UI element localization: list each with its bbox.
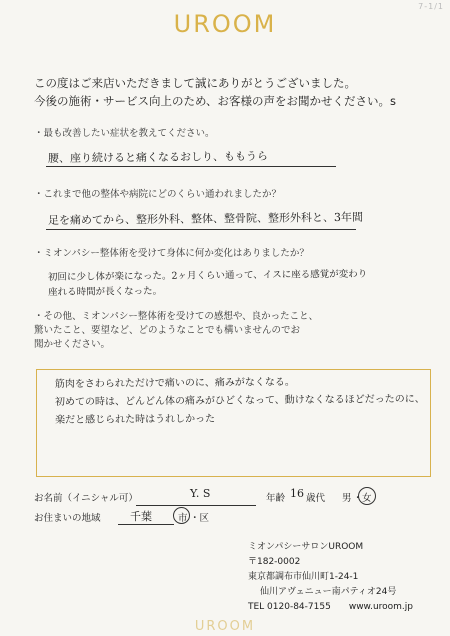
answer-line: 初回に少し体が楽になった。2ヶ月くらい通って、イスに座る感覚が変わり (47, 268, 368, 284)
name-underline (136, 505, 256, 506)
question-1-answer: 腰、座り続けると痛くなるおしり、ももうら (47, 149, 269, 165)
age-label: 年齢 (266, 493, 286, 504)
feedback-box (36, 369, 431, 477)
question-4-line: 聞かせください。 (34, 339, 111, 350)
shop-info (248, 540, 448, 615)
address-label: お住まいの地域 (34, 513, 101, 524)
question-4-line: 驚いたこと、要望など、どのようなことでも構いませんのでお (34, 325, 301, 336)
question-1-label: ・最も改善したい症状を教えてください。 (34, 128, 215, 139)
feedback-text (55, 373, 425, 430)
shop-name: ミオンパシーサロンUROOM (248, 542, 364, 552)
age-unit: 歳代 (306, 493, 326, 504)
corner-mark: 7-1/1 (418, 2, 444, 11)
bottom-logo: UROOM (194, 619, 256, 634)
shop-address-1: 東京都調布市仙川町1-24-1 (248, 572, 359, 582)
shop-contact (248, 600, 448, 615)
gender-female-circle (358, 487, 376, 505)
name-value: Y. S (190, 487, 211, 500)
answer-line: 座れる時間が長くなった。 (48, 285, 163, 298)
age-value: 16 (290, 487, 304, 500)
question-2-label: ・これまで他の整体や病院にどのくらい通われましたか？ (34, 189, 282, 200)
feedback-line: 楽だと感じられた時はうれしかった (55, 413, 216, 426)
question-3-answer (48, 266, 428, 300)
gender-separator: ・ (353, 493, 363, 504)
shop-address-2: 仙川アヴェニュー南パティオ24号 (260, 587, 397, 597)
city-marker: 市 (178, 513, 188, 524)
shop-web[interactable]: www.uroom.jp (348, 602, 414, 612)
question-4-line: ・その他、ミオンパシー整体術を受けての感想や、良かったこと、 (34, 311, 319, 322)
question-2-answer: 足を痛めてから、整形外科、整体、整骨院、整形外科と、3年間 (47, 210, 364, 227)
city-circle (173, 507, 190, 524)
feedback-line: 初めての時は、どんどん体の痛みがひどくなって、動けなくなるほどだったのに、 (54, 393, 425, 408)
gender-male: 男 (342, 493, 352, 504)
shop-tel: TEL 0120-84-7155 (248, 602, 331, 612)
logo: UROOM (173, 10, 277, 38)
address-underline (118, 524, 174, 525)
shop-postal: 〒182-0002 (248, 557, 301, 567)
address-value: 千葉 (130, 510, 152, 523)
greeting (34, 74, 434, 110)
question-3-label: ・ミオンパシー整体術を受けて身体に何か変化はありましたか？ (34, 248, 309, 259)
greeting-line-1: この度はご来店いただきまして誠にありがとうございました。 (34, 76, 356, 90)
gender-female: 女 (362, 493, 372, 504)
name-label: お名前（イニシャル可） (34, 493, 138, 504)
answer-underline (46, 166, 336, 167)
answer-underline (46, 229, 356, 230)
ward-label: ・区 (190, 513, 210, 524)
question-4-label (34, 310, 434, 352)
greeting-line-2: 今後の施術・サービス向上のため、お客様の声をお聞かせください。s (34, 94, 397, 108)
feedback-line: 筋肉をさわられただけで痛いのに、痛みがなくなる。 (54, 376, 295, 391)
